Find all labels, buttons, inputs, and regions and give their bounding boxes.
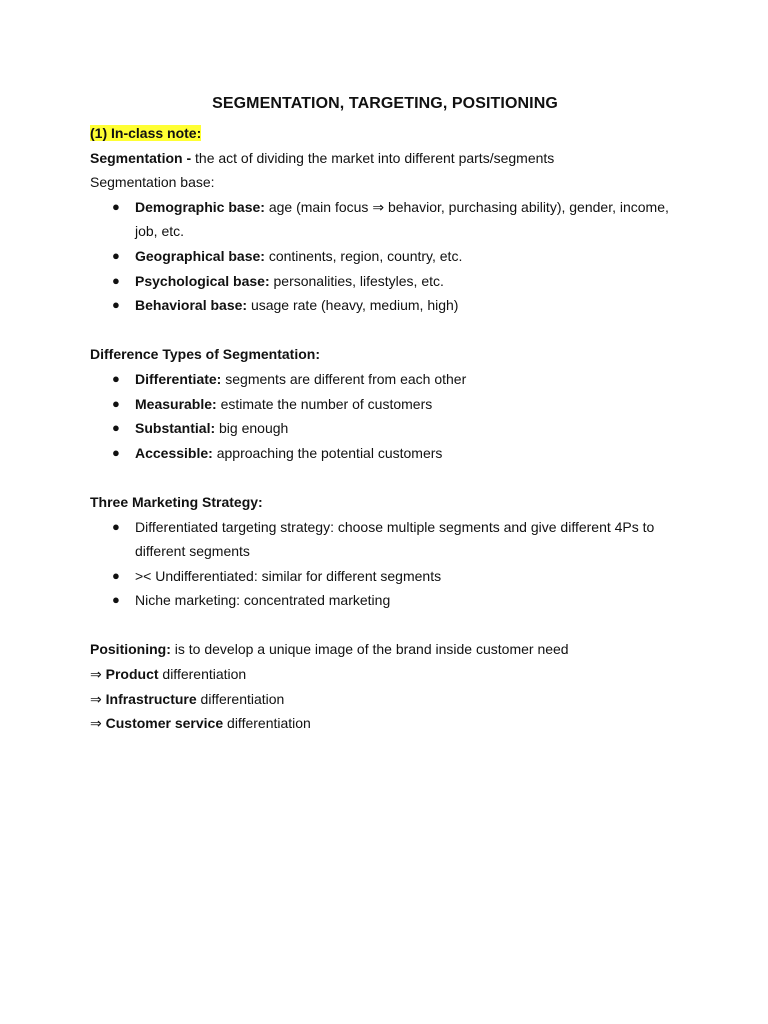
bullet-icon: ●: [112, 518, 120, 534]
segmentation-base-label: Segmentation base:: [90, 174, 215, 191]
type-text: segments are different from each other: [221, 370, 467, 387]
list-item: [90, 367, 680, 392]
positioning-text: is to develop a unique image of the brand inside customer need: [170, 641, 569, 658]
arrow-icon: ⇒: [90, 715, 106, 732]
bullet-icon: ●: [112, 247, 120, 263]
arrow-icon: ⇒: [90, 666, 106, 683]
differentiation-text: differentiation: [223, 715, 311, 732]
strategy-heading: [90, 490, 680, 515]
differentiation-line: [90, 662, 680, 687]
strategy-text: Differentiated targeting strategy: choose multiple segments and give different 4Ps to different segments: [135, 518, 655, 560]
segmentation-text: the act of dividing the market into different parts/segments: [191, 149, 555, 166]
segmentation-bases-list: [90, 195, 680, 318]
base-term: Geographical base:: [135, 247, 265, 264]
differentiation-line: [90, 711, 680, 736]
type-term: Accessible:: [135, 444, 213, 461]
type-text: estimate the number of customers: [216, 395, 433, 412]
highlighted-label: (1) In-class note:: [90, 125, 202, 141]
list-item: [90, 293, 680, 318]
type-text: approaching the potential customers: [212, 444, 443, 461]
bullet-icon: ●: [112, 592, 120, 608]
list-item: [90, 269, 680, 294]
list-item: [90, 441, 680, 466]
bullet-icon: ●: [112, 370, 120, 386]
strategy-text: >< Undifferentiated: similar for different segments: [135, 567, 442, 584]
list-item: [90, 195, 680, 244]
base-text: age (main focus ⇒ behavior, purchasing ability), gender, income, job, etc.: [135, 198, 669, 240]
positioning-term: Positioning:: [90, 641, 171, 658]
differentiation-term: Infrastructure: [105, 690, 197, 707]
segmentation-term: Segmentation -: [90, 149, 192, 166]
base-term: Behavioral base:: [135, 297, 248, 314]
document-title: SEGMENTATION, TARGETING, POSITIONING: [212, 95, 558, 112]
base-term: Demographic base:: [135, 198, 265, 215]
list-item: [90, 564, 680, 589]
types-heading: [90, 342, 680, 367]
bullet-icon: ●: [112, 272, 120, 288]
list-item: [90, 588, 680, 613]
strategy-heading-text: Three Marketing Strategy:: [90, 493, 263, 510]
type-term: Differentiate:: [135, 370, 222, 387]
bullet-icon: ●: [112, 395, 120, 411]
types-heading-text: Difference Types of Segmentation:: [90, 346, 321, 363]
bullet-icon: ●: [112, 567, 120, 583]
in-class-note-heading: [90, 121, 680, 146]
segmentation-definition: [90, 146, 680, 171]
base-text: personalities, lifestyles, etc.: [269, 272, 444, 289]
base-term: Psychological base:: [135, 272, 270, 289]
document-page: [90, 93, 680, 736]
segmentation-types-list: [90, 367, 680, 465]
arrow-icon: ⇒: [90, 690, 106, 707]
bullet-icon: ●: [112, 420, 120, 436]
list-item: [90, 416, 680, 441]
strategy-text: Niche marketing: concentrated marketing: [135, 592, 391, 609]
bullet-icon: ●: [112, 297, 120, 313]
bullet-icon: ●: [112, 198, 120, 214]
differentiation-line: [90, 687, 680, 712]
differentiation-text: differentiation: [158, 666, 247, 683]
base-text: usage rate (heavy, medium, high): [247, 297, 459, 314]
differentiation-term: Customer service: [105, 715, 224, 732]
positioning-definition: [90, 637, 680, 662]
strategies-list: [90, 515, 680, 613]
bullet-icon: ●: [112, 444, 120, 460]
type-term: Substantial:: [135, 420, 216, 437]
list-item: [90, 244, 680, 269]
list-item: [90, 392, 680, 417]
type-term: Measurable:: [135, 395, 217, 412]
list-item: [90, 515, 680, 564]
base-text: continents, region, country, etc.: [264, 247, 463, 264]
differentiation-term: Product: [105, 666, 159, 683]
differentiation-text: differentiation: [196, 690, 285, 707]
type-text: big enough: [215, 420, 289, 437]
